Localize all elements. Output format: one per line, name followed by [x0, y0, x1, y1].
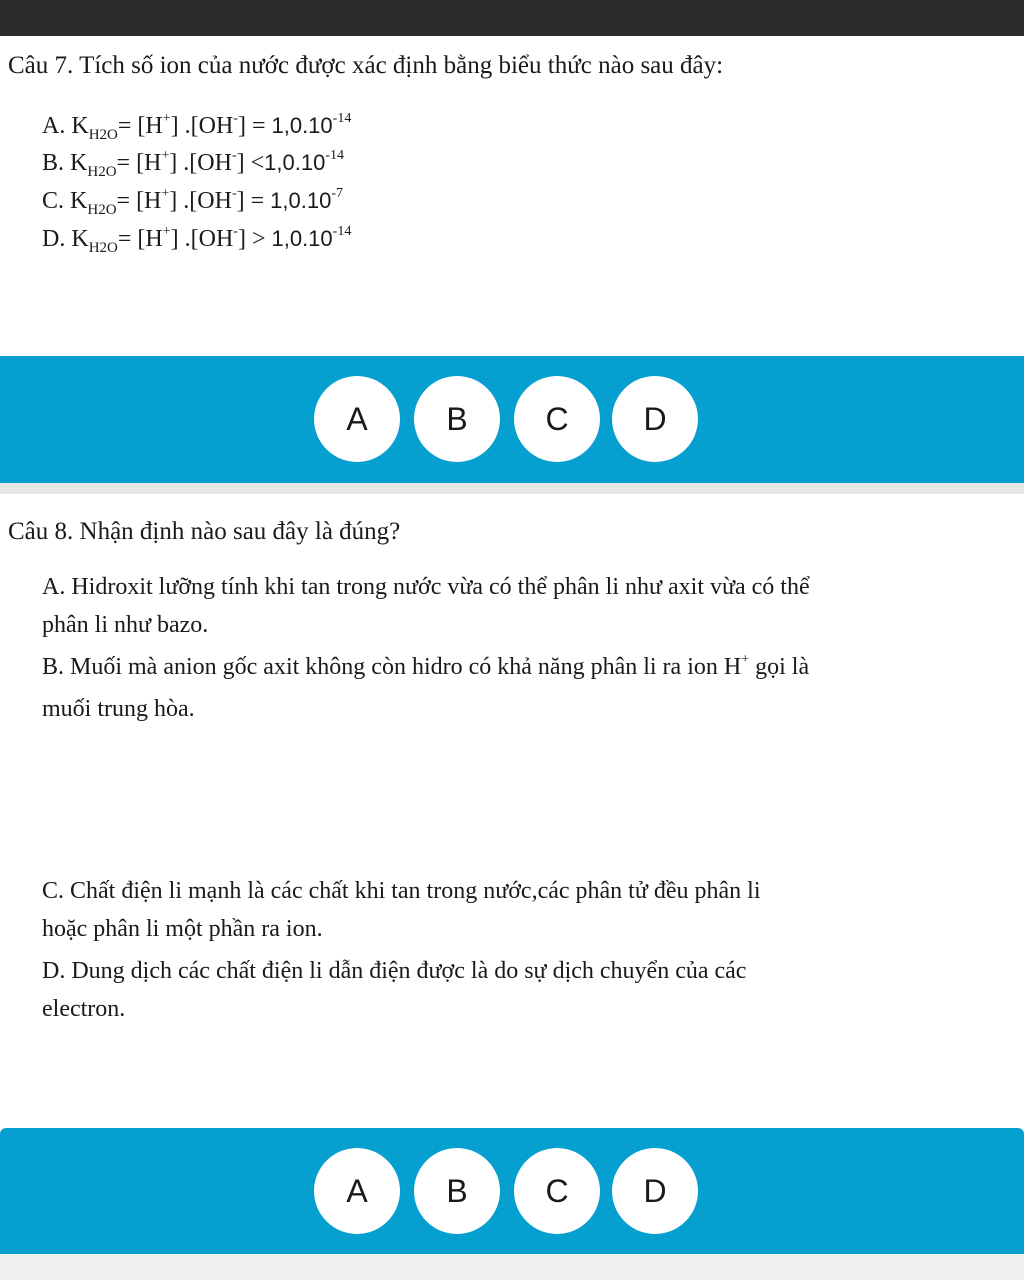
q7-answer-a-button[interactable]: A [314, 376, 400, 462]
q7-answer-c-button[interactable]: C [514, 376, 600, 462]
q7-answer-d-button[interactable]: D [612, 376, 698, 462]
q8-option-d: D. Dung dịch các chất điện li dẫn điện được là do sự dịch chuyển của các electron. [42, 958, 747, 1022]
q8-answer-d-button[interactable]: D [612, 1148, 698, 1234]
status-bar [0, 0, 1024, 36]
q7-option-d: D. $K_{H2O}= [H^+] .[OH^-] > 1,0.10^{-14}$ [42, 224, 352, 256]
question-card-7 [0, 36, 1024, 356]
answer-bar-q7 [0, 356, 1024, 483]
q8-answer-c-button[interactable]: C [514, 1148, 600, 1234]
bottom-divider [0, 1254, 1024, 1280]
q7-answer-b-button[interactable]: B [414, 376, 500, 462]
q7-option-c: C. $K_{H2O}= [H^+] .[OH^-] = 1,0.10^{-7}$ [42, 186, 343, 218]
answer-bar-q8 [0, 1128, 1024, 1254]
q7-option-a: A. $K_{H2O}= [H^+] .[OH^-] = 1,0.10^{-14}$ [42, 111, 352, 143]
card-divider [0, 483, 1024, 494]
q8-answer-b-button[interactable]: B [414, 1148, 500, 1234]
question-8-title: Câu 8. Nhận định nào sau đây là đúng? [8, 518, 401, 545]
q8-answer-a-button[interactable]: A [314, 1148, 400, 1234]
q8-option-a: A. Hidroxit lưỡng tính khi tan trong nước vừa có thể phân li như axit vừa có thể phân li như bazo. [42, 574, 810, 638]
q8-option-c: C. Chất điện li mạnh là các chất khi tan trong nước,các phân tử đều phân li hoặc phân li một phần ra ion. [42, 878, 761, 942]
q7-option-b: B. $K_{H2O}= [H^+]$ $.[OH^-] <1,0.10^{-14}$ [42, 148, 344, 180]
question-card-8 [0, 494, 1024, 1128]
q8-option-b: B. Muối mà anion gốc axit không còn hidro có khả năng phân li ra ion H+ gọi là muối trung hòa. [42, 652, 810, 722]
question-7-title: Câu 7. Tích số ion của nước được xác định bằng biểu thức nào sau đây: [8, 52, 724, 79]
